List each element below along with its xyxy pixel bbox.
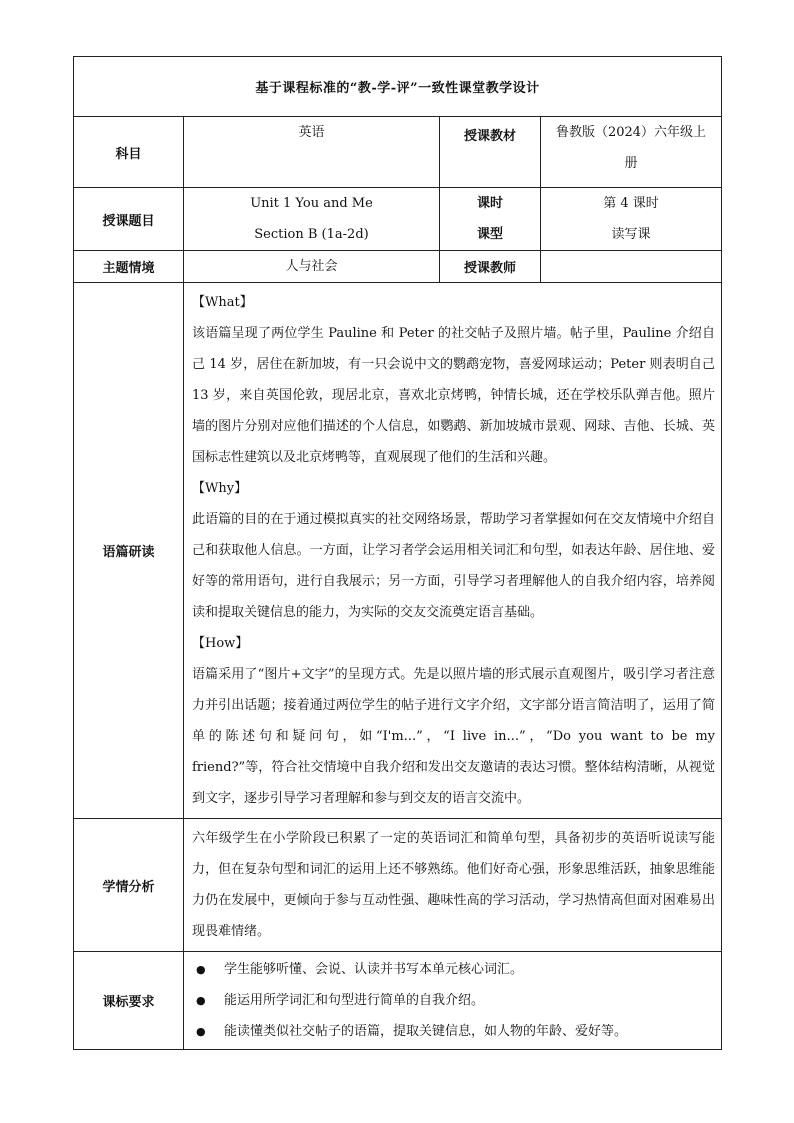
period-type-values (541, 188, 722, 251)
lesson-plan-table (73, 56, 722, 1050)
topic-line2: Section B (1a-2d) (254, 227, 369, 242)
how-paragraph: 语篇采用了“图片+文字”的呈现方式。先是以照片墙的形式展示直观图片，吸引学习者注意力并引出话题；接着通过两位学生的帖子进行文字介绍，文字部分语言简洁明了，运用了简单的陈述句和疑问句，如“I'm...”，“I live in...”，“Do you want to be my friend?”等，符合社交情境中自我介绍和发出交友邀请的表达习惯。整体结构清晰，从视觉到文字，逐步引导学习者理解和参与到交友的语言交流中。 (192, 667, 715, 806)
textbook-label: 授课教材 (440, 117, 541, 188)
what-paragraph: 该语篇呈现了两位学生 Pauline 和 Peter 的社交帖子及照片墙。帖子里，Pauline 介绍自己 14 岁，居住在新加坡，有一只会说中文的鹦鹉宠物，喜爱网球运动；Peter 则表明自己 13 岁，来自英国伦敦，现居北京，喜欢北京烤鸭，钟情长城，还在学校乐队弹吉他。照片墙的图片分别对应他们描述的个人信息，如鹦鹉、新加坡城市景观、网球、吉他、长城、英国标志性建筑以及北京烤鸭等，直观展现了他们的生活和兴趣。 (192, 326, 715, 465)
textbook-value-line1: 鲁教版（2024）六年级上 (555, 125, 707, 140)
learner-analysis-text: 六年级学生在小学阶段已积累了一定的英语词汇和简单句型，具备初步的英语听说读写能力，但在复杂句型和词汇的运用上还不够熟练。他们好奇心强，形象思维活跃，抽象思维能力仍在发展中，更倾向于参与互动性强、趣味性高的学习活动，学习热情高但面对困难易出现畏难情绪。 (184, 819, 722, 952)
text-study-content (184, 283, 722, 819)
document-title: 基于课程标准的“教-学-评”一致性课堂教学设计 (74, 57, 722, 117)
how-heading: 【How】 (192, 636, 249, 651)
standards-label: 课标要求 (74, 952, 184, 1050)
why-paragraph: 此语篇的目的在于通过模拟真实的社交网络场景，帮助学习者掌握如何在交友情境中介绍自己和获取他人信息。一方面，让学习者学会运用相关词汇和句型，如表达年龄、居住地、爱好等的常用语句，进行自我展示；另一方面，引导学习者理解他人的自我介绍内容，培养阅读和提取关键信息的能力，为实际的交友交流奠定语言基础。 (192, 512, 715, 620)
subject-value: 英语 (184, 117, 440, 188)
standards-list (184, 952, 722, 1050)
textbook-value-line2: 册 (624, 156, 638, 171)
why-heading: 【Why】 (192, 481, 248, 496)
standards-item-text: 能运用所学词汇和句型进行简单的自我介绍。 (224, 993, 485, 1008)
topic-line1: Unit 1 You and Me (250, 196, 373, 211)
theme-value: 人与社会 (184, 251, 440, 283)
theme-label: 主题情境 (74, 251, 184, 283)
standards-item-text: 能读懂类似社交帖子的语篇，提取关键信息，如人物的年龄、爱好等。 (224, 1024, 628, 1039)
subject-label: 科目 (74, 117, 184, 188)
teacher-label: 授课教师 (440, 251, 541, 283)
standards-item-text: 学生能够听懂、会说、认读并书写本单元核心词汇。 (224, 962, 524, 977)
standards-item (192, 985, 715, 1016)
bullet-icon: ● (196, 963, 206, 976)
learner-analysis-label: 学情分析 (74, 819, 184, 952)
standards-item (192, 1016, 715, 1047)
textbook-value (541, 117, 722, 188)
type-label: 课型 (476, 227, 503, 242)
what-heading: 【What】 (192, 295, 253, 310)
topic-label: 授课题目 (74, 188, 184, 251)
topic-value (184, 188, 440, 251)
type-value: 读写课 (611, 227, 651, 242)
period-value: 第 4 课时 (603, 196, 659, 211)
period-label: 课时 (476, 196, 503, 211)
bullet-icon: ● (196, 1025, 206, 1038)
standards-item (192, 954, 715, 985)
teacher-value (541, 251, 722, 283)
bullet-icon: ● (196, 994, 206, 1007)
text-study-label: 语篇研读 (74, 283, 184, 819)
period-type-labels (440, 188, 541, 251)
